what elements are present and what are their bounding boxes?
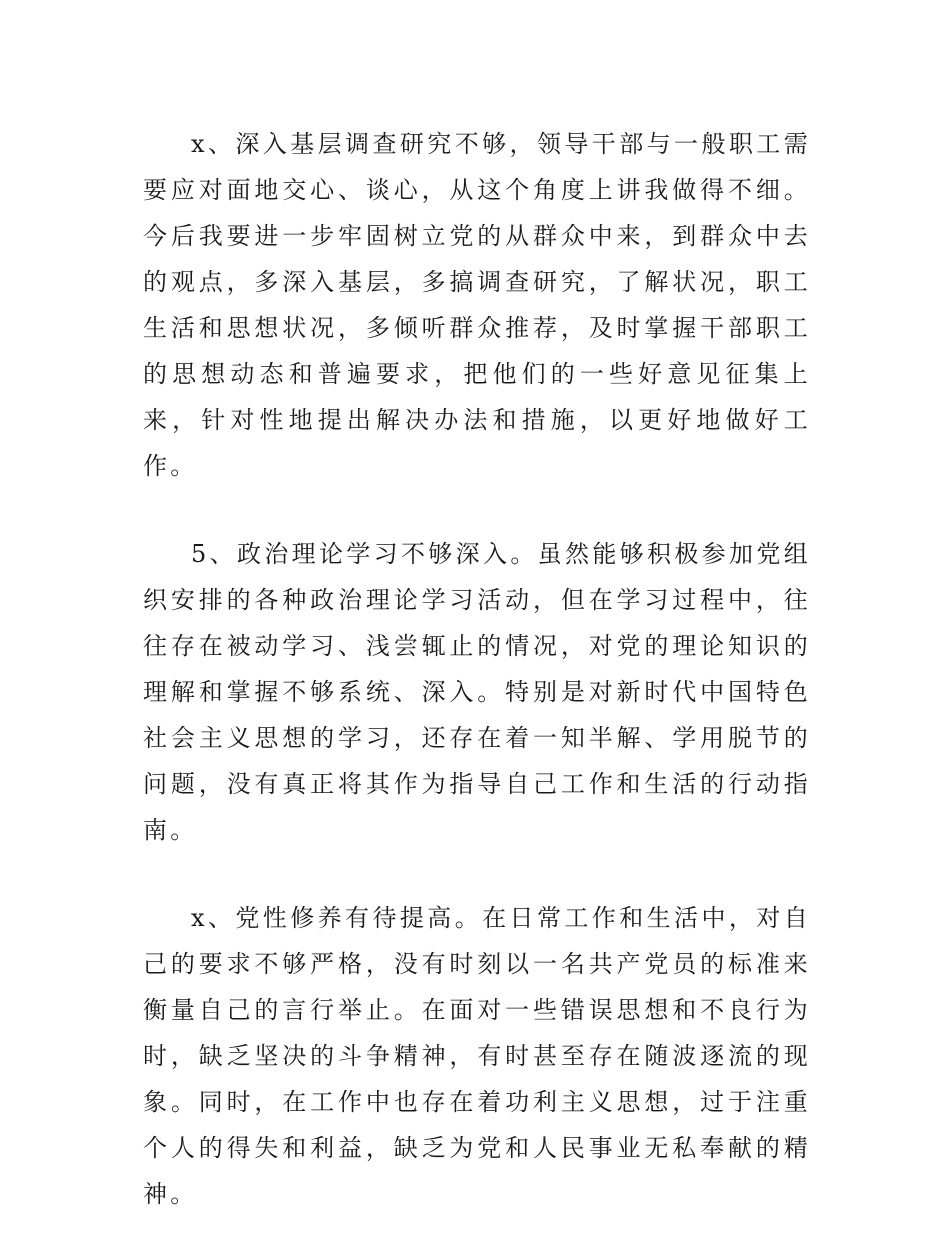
paragraph-party-spirit: x、党性修养有待提高。在日常工作和生活中，对自己的要求不够严格，没有时刻以一名共产党员的标准来衡量自己的言行举止。在面对一些错误思想和不良行为时，缺乏坚决的斗争精神，有时甚至存在随波逐流的现象。同时，在工作中也存在着功利主义思想，过于注重个人的得失和利益，缺乏为党和人民事业无私奉献的精神。: [143, 904, 811, 1208]
paragraph-political-theory: 5、政治理论学习不够深入。虽然能够积极参加党组织安排的各种政治理论学习活动，但在学习过程中，往往存在被动学习、浅尝辄止的情况，对党的理论知识的理解和掌握不够系统、深入。特别是对新时代中国特色社会主义思想的学习，还存在着一知半解、学用脱节的问题，没有真正将其作为指导自己工作和生活的行动指南。: [143, 540, 811, 844]
paragraph-investigation: x、深入基层调查研究不够，领导干部与一般职工需要应对面地交心、谈心，从这个角度上讲我做得不细。今后我要进一步牢固树立党的从群众中来，到群众中去的观点，多深入基层，多搞调查研究，了解状况，职工生活和思想状况，多倾听群众推荐，及时掌握干部职工的思想动态和普遍要求，把他们的一些好意见征集上来，针对性地提出解决办法和措施，以更好地做好工作。: [143, 130, 811, 480]
document-body: [143, 121, 811, 1259]
